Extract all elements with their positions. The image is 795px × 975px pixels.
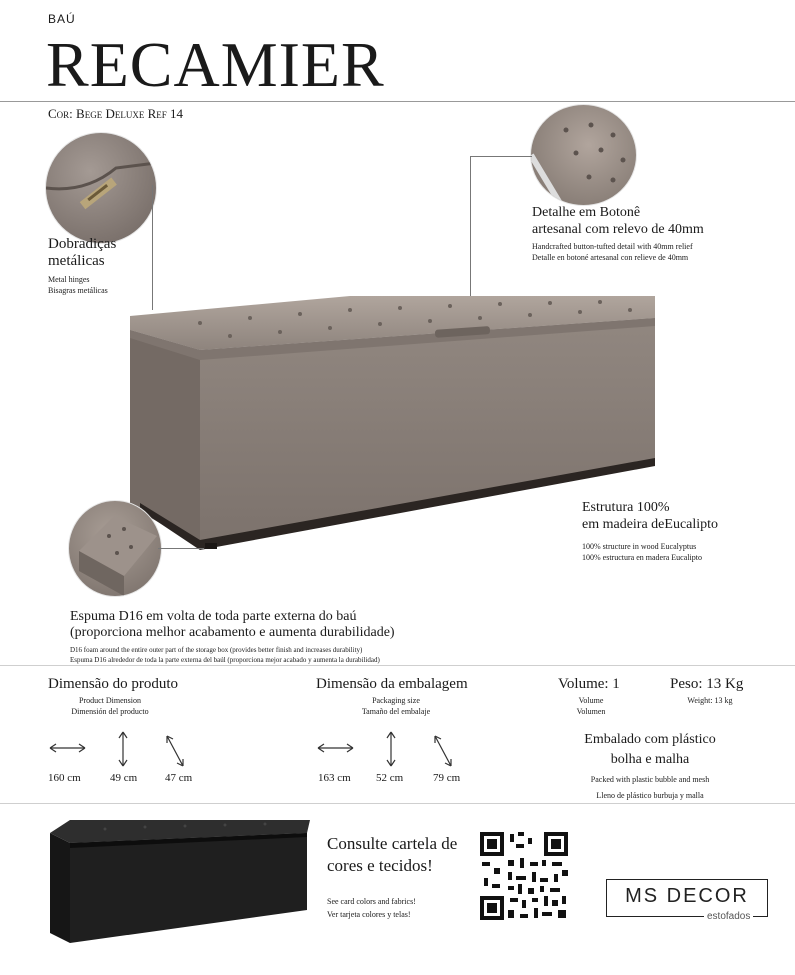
button-translations: Handcrafted button-tufted detail with 40mm relief Detalle en botoné artesanal con relieve de 40mm (532, 242, 693, 262)
packaging-dimension-title: Dimensão da embalagem (316, 676, 468, 692)
button-tuft-icon (531, 105, 636, 205)
product-width: 160 cm (48, 772, 81, 784)
hinge-icon (46, 133, 156, 243)
volume-translations: Volume Volumen (576, 696, 606, 716)
packaging-depth: 79 cm (433, 772, 461, 784)
foam-title: Espuma D16 em volta de toda parte externa do baú (proporciona melhor acabamento e aumenta durabilidade) (70, 609, 395, 640)
product-dimension-translations: Product Dimension Dimensión del producto (71, 696, 149, 716)
weight-title: Peso: 13 Kg (670, 676, 744, 692)
packaging-dimension-arrows (313, 730, 473, 770)
dimensions-divider-top (0, 665, 795, 666)
button-title: Detalhe em Botonê artesanal com relevo de 40mm (532, 205, 704, 237)
qr-code-icon[interactable] (478, 830, 570, 922)
packaging-dimension-translations: Packaging size Tamaño del embalaje (361, 696, 431, 716)
page-title: RECAMIER (46, 29, 385, 100)
corner-detail-icon (69, 501, 161, 596)
consult-title: Consulte cartela de cores e tecidos! (327, 834, 458, 875)
black-product-photo (45, 815, 315, 945)
product-dimension-title: Dimensão do produto (48, 676, 178, 692)
button-leader-h (470, 156, 532, 157)
packing-title: Embalado com plástico bolha e malha (584, 732, 716, 767)
button-leader-v (470, 156, 471, 306)
foam-leader-line (158, 548, 204, 549)
hinge-translations: Metal hinges Bisagras metálicas (48, 275, 108, 295)
dimensions-divider-bottom (0, 803, 795, 804)
structure-translations: 100% structure in wood Eucalyptus 100% estructura en madera Eucalipto (582, 542, 702, 562)
packaging-width: 163 cm (318, 772, 351, 784)
product-height: 49 cm (110, 772, 138, 784)
packing-translations: Packed with plastic bubble and mesh Lleno de plástico burbuja y malla (590, 775, 710, 800)
consult-translations: See card colors and fabrics! Ver tarjeta colores y telas! (327, 897, 416, 919)
foam-translations: D16 foam around the entire outer part of the storage box (provides better finish and increases durability) Espuma D16 alrededor de toda la parte externa del baúl (proporciona mejor acabado y aumenta la durabilidad) (70, 646, 380, 664)
weight-translation: Weight: 13 kg (687, 696, 733, 705)
hinge-detail-photo (45, 132, 157, 244)
volume-title: Volume: 1 (558, 676, 620, 692)
brand-name: MS DECOR (625, 885, 749, 907)
product-depth: 47 cm (165, 772, 193, 784)
category-label: BAÚ (48, 12, 76, 26)
foam-detail-photo (68, 500, 162, 597)
product-dimension-arrows (45, 730, 205, 770)
color-line: Cor: Bege Deluxe Ref 14 (48, 106, 184, 121)
structure-title: Estrutura 100% em madeira deEucalipto (582, 500, 719, 532)
brand-sub: estofados (704, 911, 753, 922)
hinge-title: Dobradiças metálicas (48, 236, 117, 269)
packaging-height: 52 cm (376, 772, 404, 784)
header-divider (0, 101, 795, 102)
button-detail-photo (530, 104, 637, 206)
